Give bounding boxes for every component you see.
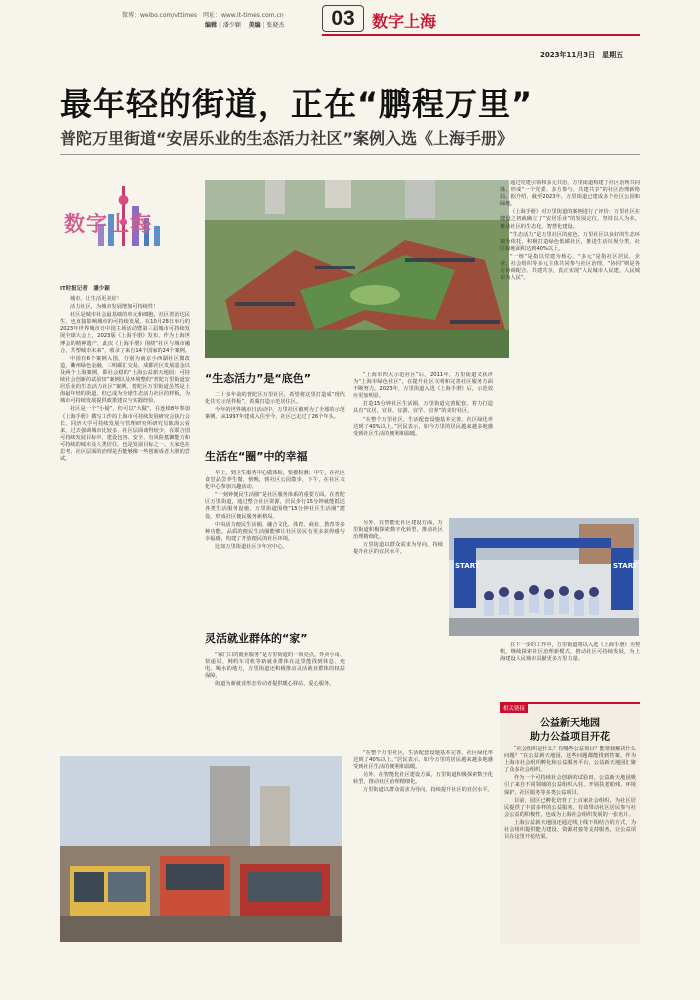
col2-paragraph: 中央活力便民生活圈，融合文化、体育、商业、教育等多种功能。品质的便民生活圈能够让社区居民有更多获得感与幸福感，构建了开放便民的社区环境。 <box>205 521 345 542</box>
running-event-art <box>449 518 639 636</box>
masthead-rule <box>322 34 640 36</box>
masthead-weibo: 微博：weibo.com/vttimes 网址：www.it-times.com.cn <box>122 12 284 19</box>
column-3-mid-text <box>353 520 443 740</box>
col1-paragraph: 城市，让生活更美好！ <box>70 296 122 302</box>
aerial-photo-art <box>205 180 509 358</box>
col1-paragraph: 活力社区，为城市发展增加可持续性！ <box>70 304 159 311</box>
subheadline: 普陀万里街道“安居乐业的生态活力社区”案例入选《上海手册》 <box>60 129 514 148</box>
col3-paragraph: “在整个万里社区，生活配套设施基本完善，社区绿化率达到了40%以上。”居民表示，如今万里的居民越来越多地感受到社区生活的便利和温暖。 <box>353 750 493 771</box>
col3-paragraph: “上海市四大示范社区”后，2011年，万里街道又获评为“上海市绿色社区”，在提升社区文明和完善社区服务方面不断努力。2023年，万里街道入选《上海手册》后，示范效应更加明显。 <box>353 372 493 400</box>
section-heading-circle: 生活在“圈”中的幸福 <box>205 450 308 463</box>
headline-rule <box>60 154 640 155</box>
col1-paragraph: 社区是城市社会最基础的单元和细胞，社区善治达民生，也直接影响城市的可持续发展。在10月28日举行的2023年世界城市日中国主场活动暨第三届城市可持续发展全球大会上，2023版《上海手册》发布，作为上海世博会的精神遗产，此次《上海手册》围绕“社区与城市融合，共塑城市未来”，收录了来自14个国家的24个案例。 <box>60 312 191 354</box>
col1-paragraph: 社区是一个“小疑”，但可以“大做”，在连续8年参加《上海手册》撰写工作的上海市可持续发展研究会执行会长、同济大学可持续发展与管理研究所研究员陈海云看来，过去强调城市比较多，社区层面谈得较少，在联合国可持续发展目标中，建设包容、安全、有风险抵御能力和可持续的城市及人类居住，也是发展目标之一。大家也在思考，社区层面的治理是否能够像一些创新成者大胆的尝试。 <box>60 406 190 463</box>
column-3-top-text <box>353 372 493 507</box>
sidebar-title-1: 公益新天地园 <box>540 718 600 729</box>
col1-paragraph: 中国有6个案例入围，分别为南京小西湖社区微改造，衢州绿色金融，三明碳汇交易，成都社区发展基金以及两个上海案例，即社会稳的“上海公益新天地园：可持续社会创新的试验田”案例以及环境整的“普陀万里街道安居乐业的生态活力社区”案例。普陀区万里街道虽然是上海最年轻的街道，但已成为全球生态活力社区的样板，为城市可持续发展提供政策建议与实践经验。 <box>60 355 190 405</box>
container-buildings-art <box>60 756 342 942</box>
start-banner-left: START <box>455 562 480 570</box>
column-2-top-text <box>205 392 345 422</box>
container-buildings-photo <box>60 756 342 942</box>
sidebar-paragraph: 作为一个可持续社会创新的试验田，公益新天地园吸引了来自不同领域的公益组织入驻，开展扶老助残、环境保护、社区服务等多类公益项目。 <box>504 775 636 796</box>
editor-label: 编辑 <box>205 22 218 29</box>
sidebar-text <box>504 746 636 942</box>
designer-name: 张晓杰 <box>266 22 285 29</box>
col4-paragraph: 通过党建引领和多元共治，万里街道构建了社区治理共同体，形成“一个党委、多方参与、共建共享”的社区治理新格局。据介绍，截至2023年，万里街道已建成多个社区公园和绿地。 <box>500 180 640 208</box>
running-event-photo <box>449 518 639 636</box>
masthead <box>0 0 700 88</box>
col3-paragraph: 万里街道以群众需求为导向，持续提升社区的宜居水平。 <box>353 542 443 556</box>
issue-date: 2023年11月3日 星期五 <box>540 51 624 59</box>
sidebar-paragraph: “社会组织是什么？有哪些公益项目？能帮我解决什么问题？”在公益新天地园，这些问题都能找到答案。作为上海市社会组织孵化和公益服务平台，公益新天地园汇聚了众多社会组织。 <box>504 746 636 774</box>
headline: 最年轻的街道，正在“鹏程万里” <box>60 85 534 123</box>
col2-paragraph: 今年的世界城市日活动中，万里社区被列为了全球的示范案例。从1997年建成入住至今，社区已走过了26个年头。 <box>205 407 345 421</box>
column-4-top-text <box>500 180 640 506</box>
section-heading-eco: “生态活力”是“底色” <box>205 372 311 385</box>
col4-paragraph: “生态活力”是万里社区的底色，万里社区以良好的生态环境为依托，积极打造绿色低碳社区，推进生活垃圾分类，社区绿地面积达到40%以上。 <box>500 231 640 252</box>
section-name: 数字上海 <box>372 12 437 31</box>
column-2-mid-text <box>205 470 345 625</box>
column-3-bottom-text <box>353 750 493 942</box>
col3-paragraph: 万里街道以群众需求为导向，持续提升社区的宜居水平。 <box>363 787 493 794</box>
reporter-byline: IT时报记者 潘少颖 <box>60 286 110 292</box>
col2-paragraph: 比如万里街道社区少年宫中心。 <box>215 543 288 550</box>
sidebar-box <box>500 702 640 944</box>
col3-paragraph: 另外，在智能化社区建设方面，万里街道积极探索数字化转型，推动社区治理精细化。 <box>353 772 493 786</box>
col2-paragraph: 早上，到卫生服务中心做体检，要被检测；中午，在社区食堂品尝养生餐，傍晚，到社区公园散步，下午，在社区文化中心参加兴趣活动。 <box>205 470 345 491</box>
sidebar-tag: 相关链接 <box>500 703 528 713</box>
col4-paragraph: 在下一步的工作中，万里街道将以入选《上海手册》为契机，继续探索社区治理新模式，推动社区可持续发展，为上海建设人民城市贡献更多万里力量。 <box>500 642 640 663</box>
designer-label: 美编 <box>248 22 261 29</box>
col4-paragraph: “一核”是指以党建为核心，“多元”是指社区居民、企业、社会组织等多元主体共同参与社区治理，“协同”则是各方协调配合、共建共享，真正实现“人民城市人民建，人民城市为人民”。 <box>500 253 640 282</box>
start-banner-right: START <box>613 562 638 570</box>
column-1-text <box>60 296 190 464</box>
aerial-building-photo <box>205 180 509 358</box>
col3-paragraph: 打造15分钟社区生活圈，万里街道完善配套，着力打造具有“宜居、宜业、宜游、宜学、宜养”的美好社区。 <box>353 401 493 415</box>
logo-text: 数字上海 <box>64 212 152 236</box>
col2-paragraph: 街道为新就业形态劳动者提供暖心驿站、爱心服务。 <box>215 681 335 688</box>
col2-paragraph: 二十多年前的普陀区万里社区，希望将这里打造成“现代化住宅示范样板”，希冀打造示范居住区。 <box>205 392 345 406</box>
editor-name: 潘少颖 <box>222 22 241 29</box>
column-4-mid-text <box>500 642 640 698</box>
col2-paragraph: “一刻钟便民生活圈”是社区服务体系的重要方面。在普陀区万里街道，通过整合社区资源，居民步行15分钟就能抵达各类生活服务设施，万里街道围绕“15分钟社区生活圈”建设，形成社区便民服务新格局。 <box>205 492 345 520</box>
col2-paragraph: “家门口的就业服务”是万里街道的一项亮点。外卖小哥、快递员、网约车司机等新就业群体在这里能找到休息、充电、喝水的地方，万里街道还积极推动灵活就业群体的权益保障。 <box>205 652 345 680</box>
section-heading-jobs: 灵活就业群体的“家” <box>205 632 308 645</box>
sidebar-title-2: 助力公益项目开花 <box>530 732 610 743</box>
sidebar-paragraph: 目前，园区已孵化培育了上百家社会组织，为社区居民提供了丰富多样的公益服务，有效带动社区居民参与社会公益的积极性，也成为上海社会组织发展的一张名片。 <box>504 797 636 818</box>
column-2-bottom-text <box>205 652 345 747</box>
sidebar-paragraph: 上海公益新天地园还通过线上线下相结合的方式，为社会组织提供能力建设、资源对接等支持服务，让公益项目在这里开花结果。 <box>504 819 636 841</box>
page-number: 03 <box>322 5 364 32</box>
col3-paragraph: “在整个万里社区，生活配套设施基本完善，社区绿化率达到了40%以上。”居民表示，如今万里的居民越来越多地感受到社区生活的便利和温暖。 <box>353 416 493 437</box>
col3-paragraph: 另外，在智能化社区建设方面，万里街道积极探索数字化转型，推动社区治理精细化。 <box>353 520 443 541</box>
section-logo <box>60 180 190 270</box>
masthead-editors: 编辑 | 潘少颖 美编 | 张晓杰 <box>205 22 285 29</box>
col4-paragraph: 《上海手册》对万里街道的案例进行了评价：万里社区在建设之初就确立了“安居乐业”的发展定位，坚持以人为本，推动社区的生态化、智慧化建设。 <box>500 209 640 230</box>
